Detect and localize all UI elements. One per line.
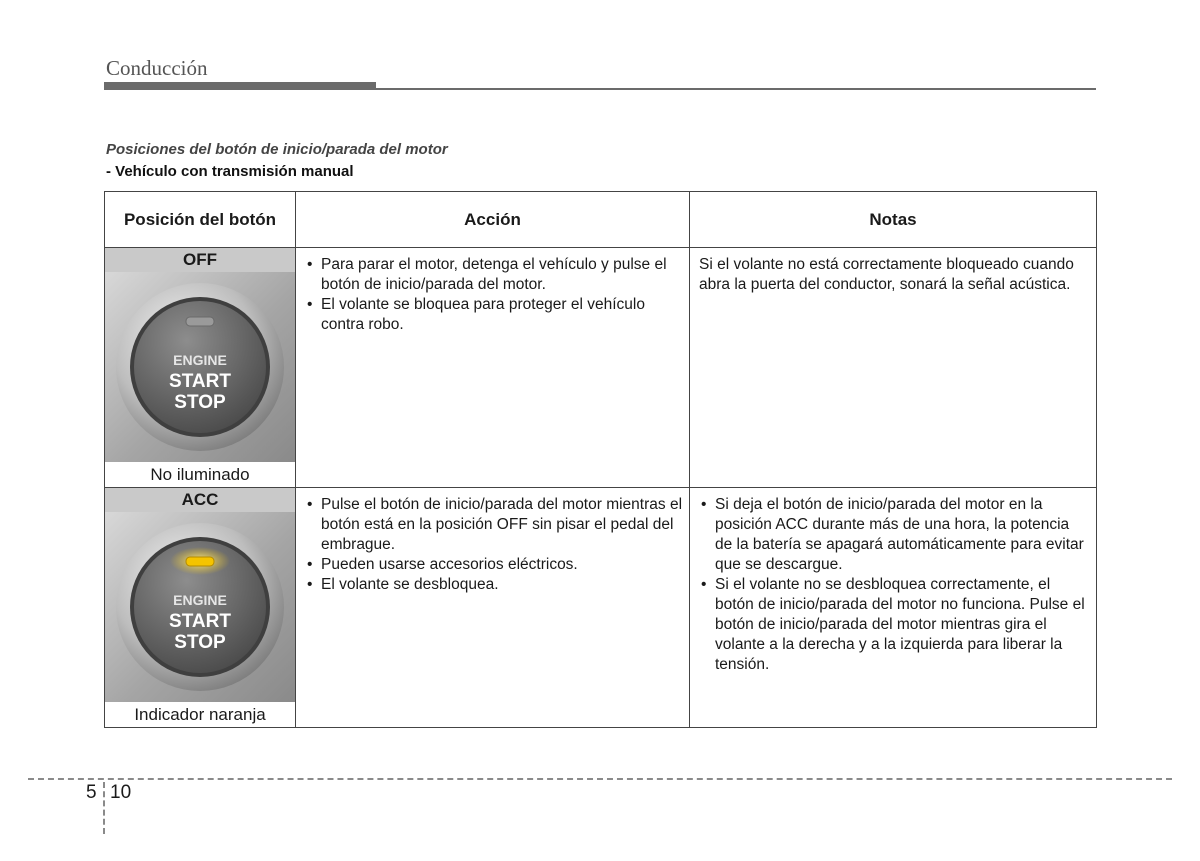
- button-text-start: START: [169, 611, 231, 632]
- button-text-stop: STOP: [174, 632, 226, 653]
- notes-text: Si el volante no está correctamente bloqueado cuando abra la puerta del conductor, sonará la señal acústica.: [699, 256, 1074, 293]
- header-position: Posición del botón: [105, 192, 296, 248]
- table-row-off: [105, 248, 1097, 488]
- button-text-engine: ENGINE: [173, 352, 227, 368]
- action-item: • Para parar el motor, detenga el vehículo y pulse el botón de inicio/parada del motor.: [321, 255, 682, 295]
- header-action: Acción: [296, 192, 690, 248]
- engine-start-stop-button-image: [105, 272, 295, 462]
- action-item: • Pulse el botón de inicio/parada del motor mientras el botón está en la posición OFF sin pisar el pedal del embrague.: [321, 495, 682, 555]
- position-label: ACC: [105, 488, 295, 512]
- page-number: 10: [110, 782, 132, 803]
- button-text-stop: STOP: [174, 392, 226, 413]
- page-chapter-number: 5: [86, 782, 97, 803]
- action-item: • El volante se bloquea para proteger el vehículo contra robo.: [321, 295, 682, 335]
- engine-start-stop-button-icon: [110, 517, 290, 697]
- action-item: • Pueden usarse accesorios eléctricos.: [321, 555, 682, 575]
- footer-dashed-rule: [28, 778, 1172, 780]
- engine-start-stop-button-icon: [110, 277, 290, 457]
- position-cell-acc: [105, 488, 296, 728]
- notes-item: • Si deja el botón de inicio/parada del motor en la posición ACC durante más de una hora, la potencia de la batería se apagará automáticamente para evitar que se descargue.: [715, 495, 1089, 575]
- header-rule-thin: [376, 88, 1096, 90]
- table-row-acc: [105, 488, 1097, 728]
- position-caption: Indicador naranja: [134, 705, 266, 724]
- indicator-light: [186, 317, 214, 326]
- action-cell-acc: [296, 488, 690, 728]
- table-header-row: [105, 192, 1097, 248]
- button-text-start: START: [169, 371, 231, 392]
- action-cell-off: [296, 248, 690, 488]
- subtitle-transmission: - Vehículo con transmisión manual: [106, 163, 354, 180]
- header-notes: Notas: [690, 192, 1097, 248]
- subtitle: Posiciones del botón de inicio/parada del motor: [106, 141, 448, 158]
- position-label: OFF: [105, 248, 295, 272]
- engine-start-stop-button-image: [105, 512, 295, 702]
- notes-cell-acc: [690, 488, 1097, 728]
- position-caption: No iluminado: [150, 465, 250, 484]
- section-title: Conducción: [106, 56, 208, 80]
- positions-table: [104, 191, 1097, 728]
- header-rule-thick: [104, 82, 376, 90]
- button-text-engine: ENGINE: [173, 592, 227, 608]
- notes-cell-off: [690, 248, 1097, 488]
- footer-dashed-divider: [103, 782, 105, 834]
- position-cell-off: [105, 248, 296, 488]
- indicator-light: [186, 557, 214, 566]
- notes-item: • Si el volante no se desbloquea correctamente, el botón de inicio/parada del motor no funciona. Pulse el botón de inicio/parada del motor mientras gira el volante a la derecha y a la izquierda para liberar la tensión.: [715, 575, 1089, 675]
- action-item: • El volante se desbloquea.: [321, 575, 682, 595]
